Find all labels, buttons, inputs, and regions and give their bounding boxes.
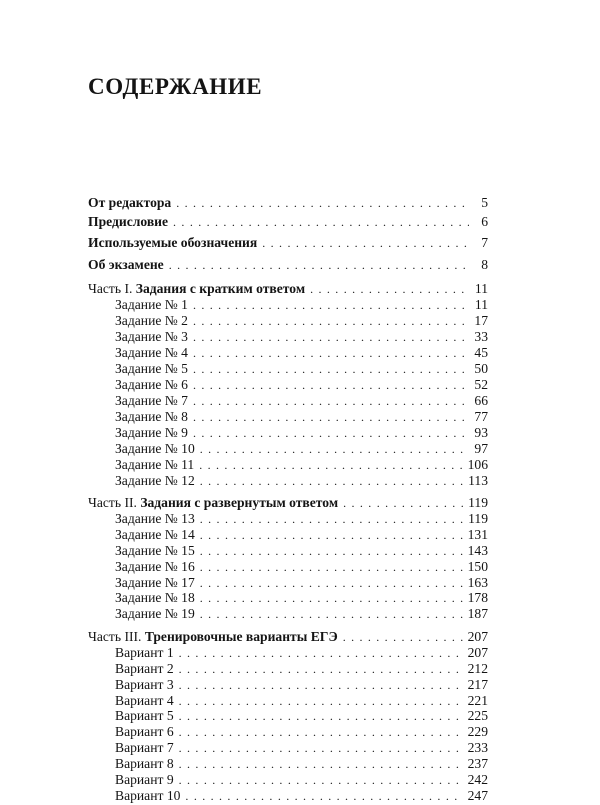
toc-subentry-page: 163 (467, 574, 488, 590)
toc-subentry[interactable] (88, 559, 488, 575)
toc-subentry[interactable] (88, 645, 488, 661)
toc-subentry-label: Вариант 7 (115, 740, 174, 756)
dot-leader (199, 458, 462, 474)
dot-leader (343, 496, 463, 512)
toc-subentry-label: Вариант 3 (115, 676, 174, 692)
toc-subentry-label: Задание № 7 (115, 392, 188, 408)
toc-entry-page: 119 (468, 494, 488, 510)
toc-part-heading[interactable] (88, 495, 488, 511)
toc-entry-page: 11 (474, 281, 488, 297)
dot-leader (179, 678, 463, 694)
toc-subentry-label: Задание № 5 (115, 360, 188, 376)
dot-leader (179, 741, 463, 757)
toc-subentry[interactable] (88, 361, 488, 377)
toc-subentry[interactable] (88, 345, 488, 361)
toc-subentry-page: 233 (467, 740, 488, 756)
toc-subentry[interactable] (88, 313, 488, 329)
toc-subentry[interactable] (88, 329, 488, 345)
toc-subentry[interactable] (88, 788, 488, 804)
toc-part-heading[interactable] (88, 281, 488, 297)
toc-subentry[interactable] (88, 606, 488, 622)
dot-leader (179, 757, 463, 773)
dot-leader (200, 528, 463, 544)
toc-subentry-label: Задание № 19 (115, 606, 195, 622)
toc-subentry-label: Вариант 6 (115, 724, 174, 740)
toc-subentry-page: 221 (467, 692, 488, 708)
toc-subentry-label: Задание № 2 (115, 313, 188, 329)
toc-entry-page: 6 (481, 214, 488, 229)
dot-leader (173, 212, 469, 233)
dot-leader (200, 512, 463, 528)
part-title: Задания с развернутым ответом (140, 494, 339, 510)
dot-leader (169, 255, 469, 276)
toc-subentry[interactable] (88, 543, 488, 559)
toc-subentry-page: 119 (468, 510, 488, 526)
toc-subentry[interactable] (88, 511, 488, 527)
toc-subentry-page: 178 (467, 590, 488, 606)
toc-subentry-label: Задание № 12 (115, 472, 195, 488)
toc-subentry[interactable] (88, 693, 488, 709)
dot-leader (179, 773, 463, 789)
dot-leader (193, 346, 469, 362)
toc-subentry-label: Вариант 4 (115, 692, 174, 708)
toc-subentry-page: 242 (467, 772, 488, 788)
dot-leader (193, 314, 469, 330)
toc-subentry[interactable] (88, 708, 488, 724)
toc-subentry-page: 45 (474, 345, 488, 361)
toc-subentry-page: 187 (467, 606, 488, 622)
toc-subentry[interactable] (88, 772, 488, 788)
toc-subentry-page: 113 (468, 472, 488, 488)
table-of-contents (88, 194, 488, 804)
toc-entry[interactable] (88, 254, 488, 275)
dot-leader (200, 442, 469, 458)
toc-subentry-page: 150 (467, 558, 488, 574)
toc-entry-page: 5 (481, 195, 488, 210)
toc-subentry[interactable] (88, 393, 488, 409)
dot-leader (193, 426, 469, 442)
dot-leader (200, 474, 463, 490)
part-prefix: Часть III. (88, 628, 142, 644)
toc-subentry-label: Задание № 18 (115, 590, 195, 606)
toc-entry[interactable] (88, 194, 488, 211)
toc-subentry[interactable] (88, 756, 488, 772)
toc-subentry-page: 50 (474, 360, 488, 376)
toc-subentry-label: Задание № 9 (115, 424, 188, 440)
toc-subentry-label: Задание № 11 (115, 456, 195, 472)
dot-leader (343, 630, 463, 646)
toc-entry-page: 207 (467, 628, 488, 644)
toc-entry-label: Об экзамене (88, 256, 164, 272)
dot-leader (179, 694, 463, 710)
toc-subentry-label: Задание № 10 (115, 440, 195, 456)
dot-leader (193, 362, 469, 378)
toc-subentry[interactable] (88, 677, 488, 693)
toc-subentry[interactable] (88, 377, 488, 393)
toc-subentry[interactable] (88, 473, 488, 489)
page-title: СОДЕРЖАНИЕ (88, 74, 263, 99)
toc-subentry-label: Задание № 15 (115, 542, 195, 558)
toc-subentry-label: Вариант 10 (115, 788, 181, 804)
toc-subentry-label: Задание № 1 (115, 297, 188, 313)
dot-leader (193, 394, 469, 410)
toc-subentry-page: 66 (474, 392, 488, 408)
toc-subentry-label: Вариант 2 (115, 660, 174, 676)
dot-leader (179, 646, 463, 662)
part-title: Тренировочные варианты ЕГЭ (144, 628, 338, 644)
toc-subentry-label: Вариант 8 (115, 756, 174, 772)
toc-subentry-page: 229 (467, 724, 488, 740)
toc-subentry-label: Вариант 5 (115, 708, 174, 724)
toc-subentry-page: 237 (467, 756, 488, 772)
toc-subentry-page: 143 (467, 542, 488, 558)
toc-subentry-label: Задание № 17 (115, 574, 195, 590)
toc-subentry[interactable] (88, 441, 488, 457)
toc-subentry[interactable] (88, 590, 488, 606)
toc-subentry-label: Вариант 1 (115, 644, 174, 660)
toc-entry[interactable] (88, 211, 488, 232)
toc-entry-label: От редактора (88, 195, 172, 210)
toc-part-heading[interactable] (88, 629, 488, 645)
toc-subentry-label: Задание № 6 (115, 376, 188, 392)
toc-subentry-page: 225 (467, 708, 488, 724)
toc-subentry-page: 131 (467, 526, 488, 542)
part-prefix: Часть I. (88, 281, 133, 297)
dot-leader (179, 662, 463, 678)
dot-leader (185, 789, 462, 805)
toc-subentry-page: 11 (474, 297, 488, 313)
toc-subentry-label: Задание № 14 (115, 526, 195, 542)
toc-entry-page: 8 (481, 256, 488, 272)
toc-subentry[interactable] (88, 575, 488, 591)
dot-leader (200, 560, 463, 576)
toc-entry-label: Предисловие (88, 214, 169, 229)
toc-entry-label: Используемые обозначения (88, 235, 258, 251)
toc-subentry-page: 52 (474, 376, 488, 392)
toc-subentry[interactable] (88, 527, 488, 543)
toc-subentry[interactable] (88, 661, 488, 677)
toc-subentry-page: 33 (474, 329, 488, 345)
toc-entry[interactable] (88, 232, 488, 253)
dot-leader (200, 591, 463, 607)
dot-leader (179, 725, 463, 741)
toc-subentry[interactable] (88, 724, 488, 740)
toc-subentry-page: 77 (474, 408, 488, 424)
toc-subentry-label: Задание № 3 (115, 329, 188, 345)
toc-subentry-page: 247 (467, 788, 488, 804)
part-title: Задания с кратким ответом (135, 281, 306, 297)
toc-subentry[interactable] (88, 740, 488, 756)
dot-leader (200, 576, 463, 592)
dot-leader (310, 282, 469, 298)
toc-subentry-label: Задание № 8 (115, 408, 188, 424)
toc-subentry[interactable] (88, 297, 488, 313)
toc-subentry-page: 17 (474, 313, 488, 329)
dot-leader (193, 298, 469, 314)
dot-leader (200, 607, 463, 623)
toc-subentry-label: Задание № 4 (115, 345, 188, 361)
toc-subentry-page: 212 (467, 660, 488, 676)
toc-subentry[interactable] (88, 457, 488, 473)
part-prefix: Часть II. (88, 494, 137, 510)
toc-subentry-page: 106 (467, 456, 488, 472)
dot-leader (262, 233, 469, 254)
toc-subentry[interactable] (88, 409, 488, 425)
toc-subentry-page: 93 (474, 424, 488, 440)
dot-leader (176, 195, 469, 212)
toc-subentry-label: Вариант 9 (115, 772, 174, 788)
toc-subentry-page: 217 (467, 676, 488, 692)
dot-leader (193, 378, 469, 394)
dot-leader (179, 709, 463, 725)
dot-leader (193, 330, 469, 346)
toc-subentry-label: Задание № 13 (115, 510, 195, 526)
dot-leader (200, 544, 463, 560)
toc-subentry[interactable] (88, 425, 488, 441)
toc-subentry-label: Задание № 16 (115, 558, 195, 574)
toc-subentry-page: 97 (474, 440, 488, 456)
toc-entry-page: 7 (481, 235, 488, 251)
dot-leader (193, 410, 469, 426)
toc-subentry-page: 207 (467, 644, 488, 660)
